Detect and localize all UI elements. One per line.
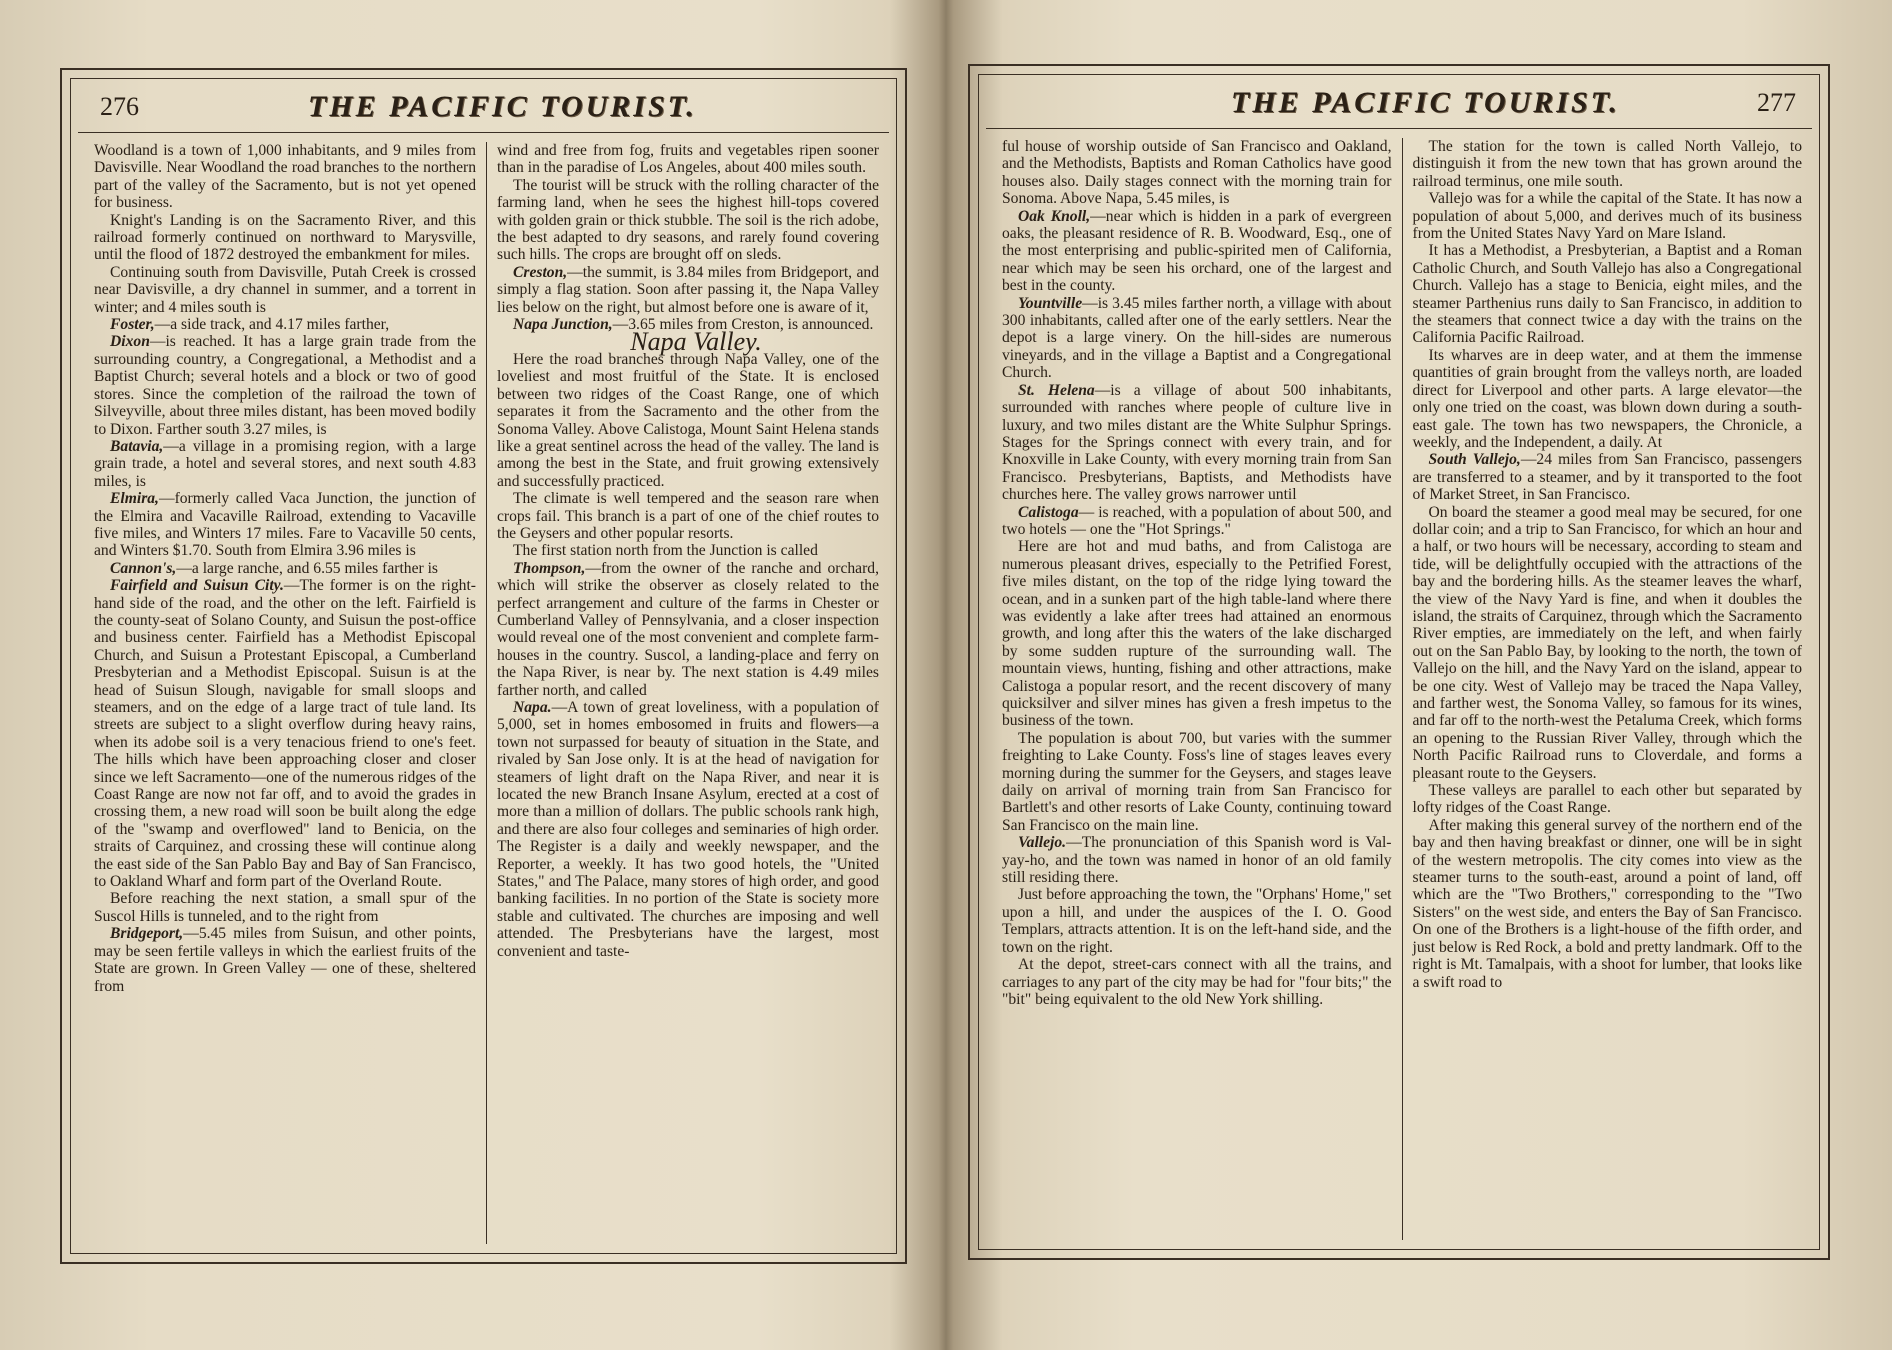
paragraph: Oak Knoll,—near which is hidden in a park of evergreen oaks, the pleasant residence of R. B. Woodward, Esq., one of the most enterprising and public-spirited men of California, near which may be seen his orchard, one of the largest and best in the county. xyxy=(1002,207,1392,295)
station-name: Cannon's, xyxy=(110,559,177,577)
right-page xyxy=(968,64,1830,1260)
paragraph: On board the steamer a good meal may be secured, for one dollar coin; and a trip to San Francisco, for which an hour and a half, or two hours will be necessary, according to steam and tide, will be delightfully occupied with the attractions of the bay and the bordering hills. As the steamer leaves the wharf, the view of the Navy Yard is fine, and when it doubles the island, the straits of Carquinez, through which the Sacramento River empties, are immediately on the left, and when fairly out on the San Pablo Bay, by looking to the north, the town of Vallejo on the hill, and the Navy Yard on the island, appear to be one city. West of Vallejo may be traced the Napa Valley, and farther west, the Sonoma Valley, so famous for its wines, and far off to the north-west the Petaluma Creek, which forms an opening to the Russian River Valley, through which the North Pacific Railroad runs to Cloverdale, and forms a pleasant route to the Geysers. xyxy=(1412,503,1802,782)
paragraph: It has a Methodist, a Presbyterian, a Baptist and a Roman Catholic Church, and South Vallejo has also a Congregational Church. Vallejo has a stage to Benicia, eight miles, and the steamer Parthenius runs daily to San Francisco, in addition to the steamers that connect twice a day with the trains on the California Pacific Railroad. xyxy=(1412,242,1802,347)
paragraph: Knight's Landing is on the Sacramento River, and this railroad formerly continued on northward to Marysville, until the flood of 1872 destroyed the embankment for miles. xyxy=(94,211,476,264)
paragraph: Here are hot and mud baths, and from Calistoga are numerous pleasant drives, especially to the Petrified Forest, five miles distant, on the top of the ridge lying toward the ocean, and in a sunken part of the high table-land where there was evidently a lake after trees had attained an enormous growth, and long after this the waters of the lake discharged by some sudden rupture of the surrounding wall. The mountain views, hunting, fishing and other attractions, make Calistoga a popular resort, and the recent discovery of many quicksilver and silver mines has given a fresh impetus to the business of the town. xyxy=(1002,538,1392,730)
paragraph: Fairfield and Suisun City.—The former is on the right-hand side of the road, and the other on the left. Fairfield is the county-seat of Solano County, and Suisun the post-office and business center. Fairfield has a Methodist Episcopal Church, and Suisun a Protestant Episcopal, a Cumberland Presbyterian and a Methodist Episcopal. Suisun is at the head of Suisun Slough, navigable for small sloops and steamers, and on the edge of a large tract of tule land. Its streets are subject to a slight overflow during heavy rains, when its adobe soil is a very tenacious friend to one's feet. The hills which have been approaching closer and closer since we left Sacramento—one of the numerous ridges of the Coast Range are now not far off, and to avoid the grades in crossing them, a new road will soon be built along the edge of the "swamp and overflowed" land to Benicia, on the straits of Carquinez, and crossing these will continue along the east side of the San Pablo Bay and Bay of San Francisco, to Oakland Wharf and form part of the Overland Route. xyxy=(94,577,476,891)
station-name: St. Helena xyxy=(1018,381,1095,399)
page-number: 277 xyxy=(1757,88,1796,117)
paragraph: Thompson,—from the owner of the ranche and orchard, which will strike the observer as closely related to the perfect arrangement and culture of the farms in Chester or Cumberland Valley of Pennsylvania, and a closer inspection would reveal one of the most convenient and complete farm-houses in the country. Suscol, a landing-place and ferry on the Napa River, is near by. The next station is 4.49 miles farther north, and called xyxy=(497,559,879,699)
paragraph: wind and free from fog, fruits and vegetables ripen sooner than in the paradise of Los Angeles, about 400 miles south. xyxy=(497,142,879,177)
running-title: THE PACIFIC TOURIST. xyxy=(1231,86,1620,119)
station-name: Thompson, xyxy=(513,559,586,577)
page-number: 276 xyxy=(100,92,139,121)
paragraph: Elmira,—formerly called Vaca Junction, the junction of the Elmira and Vacaville Railroad, extending to Vacaville five miles, and Winters 17 miles. Fare to Vacaville 50 cents, and Winters $1.70. South from Elmira 3.96 miles is xyxy=(94,490,476,560)
paragraph: At the depot, street-cars connect with all the trains, and carriages to any part of the city may be had for "four bits;" the "bit" being equivalent to the old New York shilling. xyxy=(1002,956,1392,1008)
column-1 xyxy=(84,142,486,1244)
station-name: Fairfield and Suisun City. xyxy=(110,577,284,595)
paragraph: The climate is well tempered and the season rare when crops fail. This branch is a part of one of the chief routes to the Geysers and other popular resorts. xyxy=(497,490,879,542)
text-columns xyxy=(992,138,1812,1240)
station-name: South Vallejo, xyxy=(1428,451,1521,469)
paragraph: Batavia,—a village in a promising region, with a large grain trade, a hotel and several stores, and next south 4.83 miles, is xyxy=(94,437,476,490)
station-name: Napa Junction, xyxy=(513,316,613,334)
paragraph: Calistoga— is reached, with a population of about 500, and two hotels — one the "Hot Springs." xyxy=(1002,503,1392,538)
page-header xyxy=(986,82,1812,129)
station-name: Batavia, xyxy=(110,437,164,455)
station-name: Creston, xyxy=(513,263,568,281)
column-2 xyxy=(487,142,889,1244)
paragraph: The first station north from the Junction is called xyxy=(513,542,818,560)
paragraph: Vallejo was for a while the capital of the State. It has now a population of about 5,000, and derives much of its business from the United States Navy Yard on Mare Island. xyxy=(1412,190,1802,243)
paragraph: Vallejo.—The pronunciation of this Spanish word is Val-yay-ho, and the town was named in honor of an old family still residing there. xyxy=(1002,834,1392,887)
page-header xyxy=(78,86,889,133)
station-name: Calistoga xyxy=(1018,503,1079,521)
paragraph: Continuing south from Davisville, Putah Creek is crossed near Davisville, a dry channel in summer, and a torrent in winter; and 4 miles south is xyxy=(94,263,476,316)
running-title: THE PACIFIC TOURIST. xyxy=(308,90,697,123)
station-name: Oak Knoll, xyxy=(1018,207,1091,225)
left-page xyxy=(60,68,907,1264)
paragraph: Woodland is a town of 1,000 inhabitants, and 9 miles from Davisville. Near Woodland the road branches to the northern part of the valley of the Sacramento, but is not yet opened for business. xyxy=(94,142,476,212)
column-2 xyxy=(1403,138,1813,1240)
paragraph: Foster,—a side track, and 4.17 miles farther, xyxy=(110,316,390,334)
paragraph: Napa.—A town of great loveliness, with a population of 5,000, set in homes embosomed in fruits and flowers—a town not surpassed for beauty of situation in the State, and rivaled by San Jose only. It is at the head of navigation for steamers of light draft on the Napa River, and near it is located the new Branch Insane Asylum, erected at a cost of more than a million of dollars. The public schools rank high, and there are also four colleges and seminaries of high order. The Register is a daily and weekly newspaper, and the Reporter, a weekly. It has two good hotels, the "United States," and The Palace, many stores of high order, and good banking facilities. In no portion of the State is society more stable and cultivated. The churches are imposing and well attended. The Presbyterians have the largest, most convenient and taste- xyxy=(497,699,879,960)
paragraph: Yountville—is 3.45 miles farther north, a village with about 300 inhabitants, called after one of the early settlers. Near the depot is a large vinery. On the hill-sides are numerous vineyards, and in the village a Baptist and a Congregational Church. xyxy=(1002,294,1392,382)
paragraph: South Vallejo,—24 miles from San Francisco, passengers are transferred to a steamer, and by it transported to the foot of Market Street, in San Francisco. xyxy=(1412,451,1802,504)
text-columns xyxy=(84,142,889,1244)
paragraph: The population is about 700, but varies with the summer freighting to Lake County. Foss's line of stages leaves every morning during the summer for the Geysers, and stages leave daily on arrival of morning train from San Francisco for Bartlett's and other resorts of Lake County, continuing toward San Francisco on the main line. xyxy=(1002,729,1392,834)
paragraph: Just before approaching the town, the "Orphans' Home," set upon a hill, and under the auspices of the I. O. Good Templars, attracts attention. It is on the left-hand side, and the town on the right. xyxy=(1002,886,1392,956)
paragraph: Before reaching the next station, a small spur of the Suscol Hills is tunneled, and to the right from xyxy=(94,890,476,925)
station-name: Foster, xyxy=(110,316,155,334)
station-name: Vallejo. xyxy=(1018,834,1067,852)
section-heading: Napa Valley. xyxy=(630,327,762,357)
station-name: Bridgeport, xyxy=(110,925,184,943)
paragraph: Napa Junction,—3.65 miles from Creston, is announced. xyxy=(513,316,874,334)
paragraph: Creston,—the summit, is 3.84 miles from Bridgeport, and simply a flag station. Soon after passing it, the Napa Valley lies below on the right, but almost before one is aware of it, xyxy=(497,263,879,316)
paragraph: Its wharves are in deep water, and at them the immense quantities of grain brought from the valleys north, are loaded direct for Liverpool and other parts. A large elevator—the only one tried on the coast, was blown down during a south-east gale. The town has two newspapers, the Chronicle, a weekly, and the Independent, a daily. At xyxy=(1412,346,1802,451)
paragraph: Cannon's,—a large ranche, and 6.55 miles farther is xyxy=(110,559,438,577)
station-name: Dixon xyxy=(110,333,150,351)
station-name: Elmira, xyxy=(110,490,159,508)
paragraph: St. Helena—is a village of about 500 inhabitants, surrounded with ranches where people of culture live in luxury, and two miles distant are the White Sulphur Springs. Stages for the Springs connect with every train, and for Knoxville in Lake County, with every morning train from San Francisco. Presbyterians, Baptists, and Methodists have churches here. The valley grows narrower until xyxy=(1002,381,1392,504)
column-1 xyxy=(992,138,1402,1240)
paragraph: ful house of worship outside of San Francisco and Oakland, and the Methodists, Baptists and Roman Catholics have good houses also. Daily stages connect with the morning train for Sonoma. Above Napa, 5.45 miles, is xyxy=(1002,138,1392,208)
paragraph: After making this general survey of the northern end of the bay and then having breakfast or dinner, one will be in sight of the western metropolis. The city comes into view as the steamer turns to the south-east, around a point of land, off which are the "Two Brothers," corresponding to the "Two Sisters" on the west side, and enters the Bay of San Francisco. On one of the Brothers is a light-house of the fifth order, and just below is Red Rock, a bold and pretty landmark. Off to the right is Mt. Tamalpais, with a shoot for lumber, that looks like a swift road to xyxy=(1412,816,1802,991)
paragraph: The station for the town is called North Vallejo, to distinguish it from the new town that has grown around the railroad terminus, one mile south. xyxy=(1412,138,1802,190)
station-name: Yountville xyxy=(1018,294,1083,312)
paragraph: Bridgeport,—5.45 miles from Suisun, and other points, may be seen fertile valleys in which the earliest fruits of the State are grown. In Green Valley — one of these, sheltered from xyxy=(94,925,476,995)
paragraph: The tourist will be struck with the rolling character of the farming land, when he sees the highest hill-tops covered with golden grain or thick stubble. The soil is the rich adobe, the best adapted to dry seasons, and rarely found covering such hills. The crops are brought off on sleds. xyxy=(497,176,879,264)
station-name: Napa. xyxy=(513,699,552,716)
paragraph: These valleys are parallel to each other but separated by lofty ridges of the Coast Range. xyxy=(1412,782,1802,817)
paragraph: Here the road branches through Napa Valley, one of the loveliest and most fruitful of the State. It is enclosed between two ridges of the Coast Range, one of which separates it from the Sacramento and the other from the Sonoma Valley. Above Calistoga, Mount Saint Helena stands like a great sentinel across the head of the valley. The land is among the best in the State, and fruit growing extensively and successfully practiced. xyxy=(497,350,879,490)
paragraph: Dixon—is reached. It has a large grain trade from the surrounding country, a Congregational, a Methodist and a Baptist Church; several hotels and a block or two of good stores. Since the completion of the railroad the town of Silveyville, about three miles distant, has been moved bodily to Dixon. Farther south 3.27 miles, is xyxy=(94,333,476,438)
